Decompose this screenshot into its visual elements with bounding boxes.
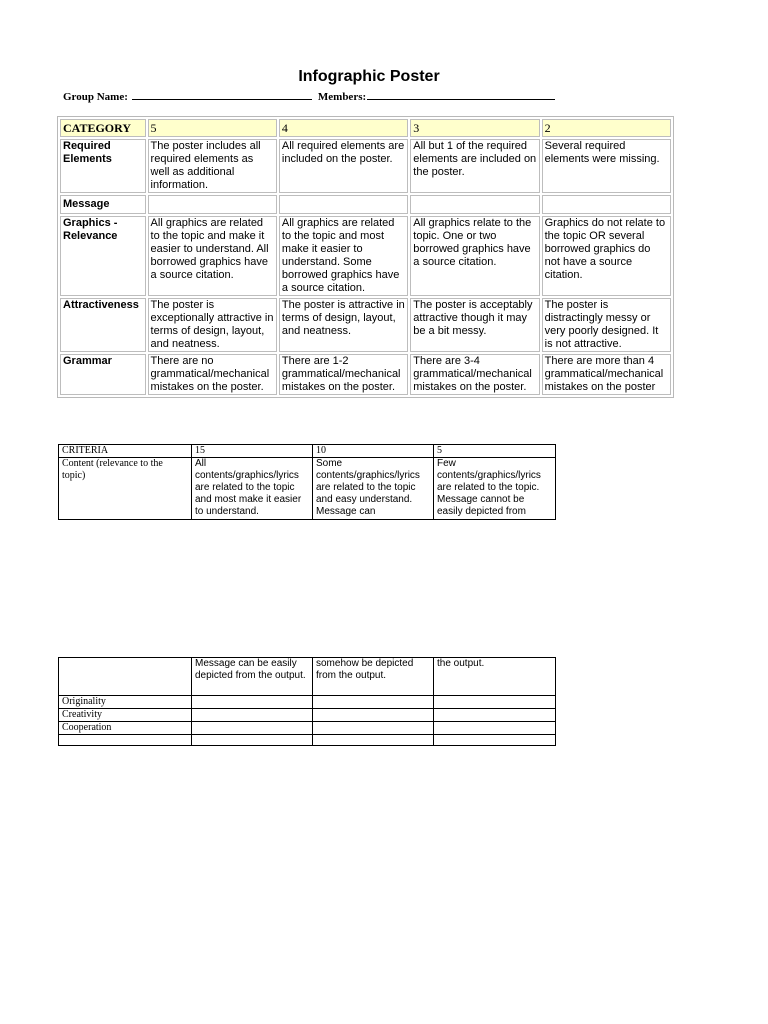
rubric-row-attractiveness [60, 298, 671, 352]
page-title: Infographic Poster [298, 68, 440, 85]
rubric-cell: All but 1 of the required elements are included on the poster. [410, 139, 539, 193]
criteria-table-continued [58, 657, 556, 746]
criteria-cell [192, 709, 313, 722]
rubric-cell: Several required elements were missing. [542, 139, 671, 193]
criteria-cell [313, 696, 434, 709]
group-name-blank[interactable] [132, 88, 312, 100]
criteria-header-score: 10 [313, 445, 434, 458]
criteria-header-label: CRITERIA [59, 445, 192, 458]
criteria-cell [192, 735, 313, 746]
criteria-cell [192, 696, 313, 709]
criteria-row-creativity [59, 709, 556, 722]
criteria-row-originality [59, 696, 556, 709]
rubric-cell: The poster includes all required elements as well as additional information. [148, 139, 277, 193]
rubric-row-message [60, 195, 671, 214]
rubric-cell: The poster is distractingly messy or very poorly designed. It is not attractive. [542, 298, 671, 352]
criteria-label-cell [59, 735, 192, 746]
rubric-row-grammar [60, 354, 671, 395]
criteria-continuation-row [59, 658, 556, 696]
rubric-category-cell: Message [60, 195, 146, 214]
rubric-cell: All required elements are included on the poster. [279, 139, 408, 193]
rubric-category-cell: Attractiveness [60, 298, 146, 352]
rubric-row-required-elements [60, 139, 671, 193]
rubric-row-graphics-relevance [60, 216, 671, 296]
criteria-cell [434, 722, 556, 735]
criteria-cell: somehow be depicted from the output. [313, 658, 434, 696]
criteria-cell [434, 709, 556, 722]
criteria-cell [434, 735, 556, 746]
criteria-header-score: 15 [192, 445, 313, 458]
group-name-label: Group Name: [63, 91, 128, 103]
rubric-category-cell: Graphics - Relevance [60, 216, 146, 296]
criteria-cell: the output. [434, 658, 556, 696]
rubric-cell: The poster is attractive in terms of design, layout, and neatness. [279, 298, 408, 352]
criteria-cell [434, 696, 556, 709]
rubric-cell: There are 3-4 grammatical/mechanical mistakes on the poster. [410, 354, 539, 395]
rubric-cell: All graphics are related to the topic and make it easier to understand. All borrowed graphics have a source citation. [148, 216, 277, 296]
criteria-cell [59, 658, 192, 696]
criteria-header-row [59, 445, 556, 458]
criteria-cell: All contents/graphics/lyrics are related to the topic and most make it easier to understand. [192, 458, 313, 520]
rubric-header-score: 5 [148, 119, 277, 137]
rubric-cell: Graphics do not relate to the topic OR several borrowed graphics do not have a source citation. [542, 216, 671, 296]
criteria-row-cooperation [59, 722, 556, 735]
rubric-cell: The poster is acceptably attractive though it may be a bit messy. [410, 298, 539, 352]
rubric-cell: There are no grammatical/mechanical mistakes on the poster. [148, 354, 277, 395]
criteria-header-score: 5 [434, 445, 556, 458]
rubric-cell [279, 195, 408, 214]
rubric-table [57, 116, 674, 398]
rubric-cell [148, 195, 277, 214]
criteria-label-cell: Originality [59, 696, 192, 709]
criteria-cell [192, 722, 313, 735]
criteria-row-content [59, 458, 556, 520]
rubric-header-row [60, 119, 671, 137]
members-label: Members: [317, 91, 367, 103]
rubric-header-score: 2 [542, 119, 671, 137]
rubric-header-category: CATEGORY [60, 119, 146, 137]
criteria-cell: Message can be easily depicted from the output. [192, 658, 313, 696]
rubric-cell [410, 195, 539, 214]
criteria-cell [313, 709, 434, 722]
rubric-cell: There are 1-2 grammatical/mechanical mistakes on the poster. [279, 354, 408, 395]
rubric-cell: All graphics are related to the topic and most make it easier to understand. Some borrowed graphics have a source citation. [279, 216, 408, 296]
group-members-line [63, 88, 623, 103]
criteria-table [58, 444, 556, 520]
criteria-cell [313, 722, 434, 735]
criteria-label-cell: Creativity [59, 709, 192, 722]
criteria-label-cell: Cooperation [59, 722, 192, 735]
rubric-cell: There are more than 4 grammatical/mechanical mistakes on the poster [542, 354, 671, 395]
criteria-cell [313, 735, 434, 746]
rubric-cell [542, 195, 671, 214]
rubric-category-cell: Required Elements [60, 139, 146, 193]
criteria-label-cell: Content (relevance to the topic) [59, 458, 192, 520]
rubric-category-cell: Grammar [60, 354, 146, 395]
criteria-row-empty [59, 735, 556, 746]
rubric-cell: The poster is exceptionally attractive in terms of design, layout, and neatness. [148, 298, 277, 352]
rubric-header-score: 4 [279, 119, 408, 137]
rubric-cell: All graphics relate to the topic. One or two borrowed graphics have a source citation. [410, 216, 539, 296]
criteria-cell: Some contents/graphics/lyrics are related to the topic and easy understand. Message can [313, 458, 434, 520]
rubric-header-score: 3 [410, 119, 539, 137]
criteria-cell: Few contents/graphics/lyrics are related to the topic. Message cannot be easily depicted from [434, 458, 556, 520]
members-blank[interactable] [367, 88, 555, 100]
